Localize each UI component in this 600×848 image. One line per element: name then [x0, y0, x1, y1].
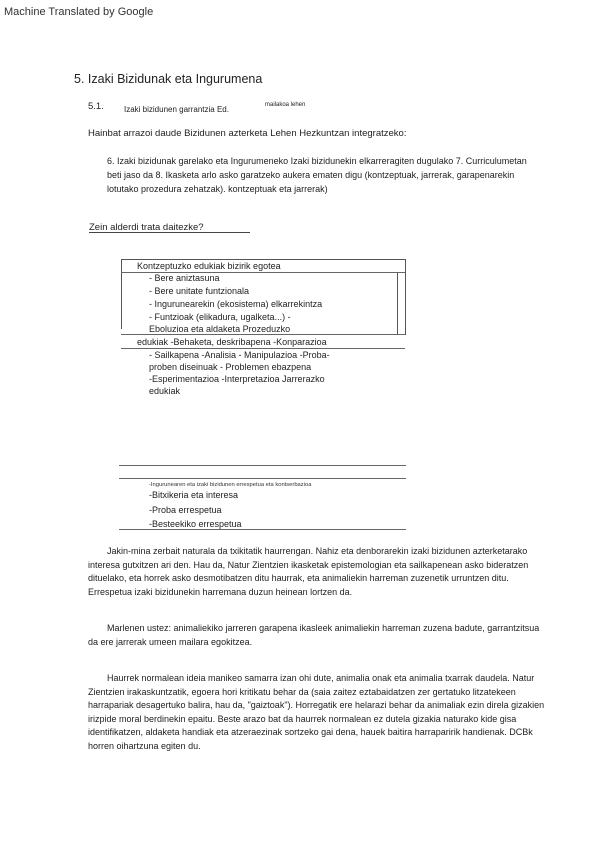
- section-heading: Izaki bizidunen garrantzia Ed.: [124, 105, 229, 114]
- points-text: 6. Izaki bizidunak garelako eta Ingurumeneko Izaki bizidunekin elkarreragiten dugulako 7. Curriculumetan beti jaso da 8. Ikasketa arlo asko garatzeko aukera ematen digu (kontzeptuak, jarrerak, garapenarekin lotutako prozedura zehatzak). kontzeptuak eta jarrerak): [107, 156, 527, 194]
- table-right-border: [405, 259, 406, 335]
- table-concept-item: Eboluzioa eta aldaketa Prozeduzko: [149, 324, 291, 334]
- table-divider: [119, 478, 406, 479]
- paragraph: Marlenen ustez: animaliekiko jarreren garapena ikasleek animaliekin harreman zuzena badute, garrantzitsua da ere jarrerak umeen mailara egokitzea.: [88, 623, 540, 647]
- table-divider: [119, 465, 406, 466]
- table-divider: [119, 529, 406, 530]
- table-procedure-item: edukiak: [149, 386, 181, 396]
- table-concept-item: - Ingurunearekin (ekosistema) elkarrekintza: [149, 299, 323, 309]
- question-underline: [89, 232, 250, 233]
- table-procedures-header: edukiak -Behaketa, deskribapena -Konparazioa: [137, 337, 327, 347]
- table-procedure-item: -Esperimentazioa -Interpretazioa Jarrerazko: [149, 374, 325, 384]
- table-divider: [121, 334, 405, 335]
- table-divider: [121, 348, 405, 349]
- table-attitudes-small: -Ingurunearen eta izaki bizidunen errespetua eta kontserbazioa: [149, 482, 312, 488]
- table-inner-border: [397, 272, 398, 334]
- paragraph: Jakin-mina zerbait naturala da txikitatik haurrengan. Nahiz eta denborarekin izaki bizidunen azterketarako interesa gutxitzen ari den. Hau da, Natur Zientzien ikasketak epistemologian eta sailkapenean asko bideratzen dituelako, eta horrek asko desmotibatzen ditu haurrak, eta animaliekin harreman zuzenetik urruntzen ditu. Errespetua izaki bizidunekin harremana duzun heinean lortzen da.: [88, 546, 529, 597]
- table-concept-item: - Bere unitate funtzionala: [149, 286, 250, 296]
- table-attitude-item: -Proba errespetua: [149, 505, 222, 515]
- table-header: Kontzeptuzko edukiak bizirik egotea: [137, 261, 281, 271]
- table-attitude-item: -Bitxikeria eta interesa: [149, 490, 239, 500]
- table-top-border: [121, 259, 405, 260]
- question-heading: Zein alderdi trata daitezke?: [89, 222, 204, 233]
- table-procedure-item: - Sailkapena -Analisia - Manipulazioa -Proba-: [149, 350, 330, 360]
- table-left-border: [121, 259, 122, 329]
- table-procedure-item: proben diseinuak - Problemen ebazpena: [149, 362, 312, 372]
- section-heading-small: mailakoa lehen: [265, 102, 306, 108]
- paragraph: Haurrek normalean ideia manikeo samarra izan ohi dute, animalia onak eta animalia txarrak daudela. Natur Zientzien irakaskuntzatik, egoera hori kritikatu behar da (saia zaitez eztabaidatzen zer gertatuko litzatekeen harrapariak desagertuko balira, hau da, "gaiztoak"). Horregatik ere helarazi behar da animaliak ezin direla gizakien irizpide moral berdinekin epaitu. Beste arazo bat da haurrek normalean ez dutela gizakia naturako kide gisa identifikatzen, aldaketa handiak eta atzeraezinak sortzeko gai dena, hauek baitira harraparirik handienak. DCBk horren oihartzuna egiten du.: [88, 673, 545, 751]
- page-title: 5. Izaki Bizidunak eta Ingurumena: [74, 72, 263, 86]
- table-concept-item: - Bere aniztasuna: [149, 273, 220, 283]
- intro-text: Hainbat arrazoi daude Bizidunen azterketa Lehen Hezkuntzan integratzeko:: [88, 128, 407, 139]
- machine-translated-label: Machine Translated by Google: [4, 6, 154, 18]
- table-concept-item: - Funtzioak (elikadura, ugalketa...) -: [149, 312, 291, 322]
- section-number: 5.1.: [88, 101, 104, 112]
- table-attitude-item: -Besteekiko errespetua: [149, 519, 242, 529]
